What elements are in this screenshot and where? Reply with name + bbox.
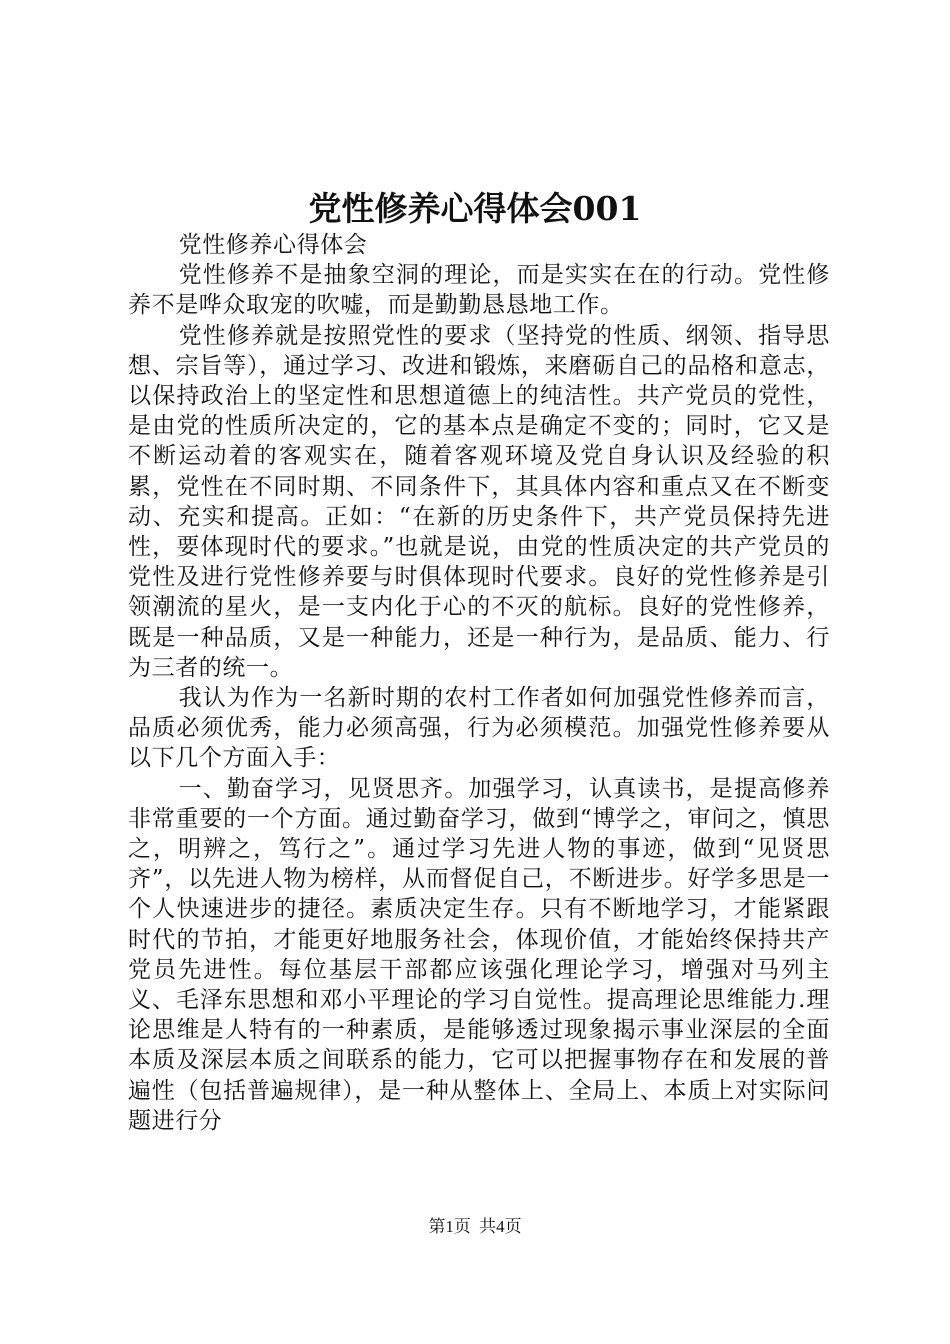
paragraph: 党性修养不是抽象空洞的理论，而是实实在在的行动。党性修养不是哗众取宠的吹嘘，而是勤勤恳恳地工作。 [128,262,830,319]
paragraph: 党性修养就是按照党性的要求（坚持党的性质、纲领、指导思想、宗旨等），通过学习、改进和锻炼，来磨砺自己的品格和意志，以保持政治上的坚定性和思想道德上的纯洁性。共产党员的党性，是由党的性质所决定的，它的基本点是确定不变的；同时，它又是不断运动着的客观实在，随着客观环境及党自身认识及经验的积累，党性在不同时期、不同条件下，其具体内容和重点又在不断变动、充实和提高。正如：“在新的历史条件下，共产党员保持先进性，要体现时代的要求。”也就是说，由党的性质决定的共产党员的党性及进行党性修养要与时俱体现时代要求。良好的党性修养是引领潮流的星火，是一支内化于心的不灭的航标。良好的党性修养，既是一种品质，又是一种能力，还是一种行为，是品质、能力、行为三者的统一。 [128,322,830,681]
page-number: 第1页 [428,1217,471,1236]
document-title: 党性修养心得体会001 [308,189,642,228]
paragraph-subtitle: 党性修养心得体会 [178,232,368,258]
paragraph: 我认为作为一名新时期的农村工作者如何加强党性修养而言，品质必须优秀，能力必须高强，行为必须模范。加强党性修养要从以下几个方面入手： [128,685,830,772]
document-body [128,230,830,1136]
page-total: 共4页 [479,1217,522,1236]
page-footer [0,1215,950,1239]
paragraph: 一、勤奋学习，见贤思齐。加强学习，认真读书，是提高修养非常重要的一个方面。通过勤奋学习，做到“博学之，审问之，慎思之，明辨之，笃行之”。通过学习先进人物的事迹，做到“见贤思齐”，以先进人物为榜样，从而督促自己，不断进步。好学多思是一个人快速进步的捷径。素质决定生存。只有不断地学习，才能紧跟时代的节拍，才能更好地服务社会，体现价值，才能始终保持共产党员先进性。每位基层干部都应该强化理论学习，增强对马列主义、毛泽东思想和邓小平理论的学习自觉性。提高理论思维能力.理论思维是人特有的一种素质，是能够透过现象揭示事业深层的全面本质及深层本质之间联系的能力，它可以把握事物存在和发展的普遍性（包括普遍规律），是一种从整体上、全局上、本质上对实际问题进行分 [128,775,830,1134]
